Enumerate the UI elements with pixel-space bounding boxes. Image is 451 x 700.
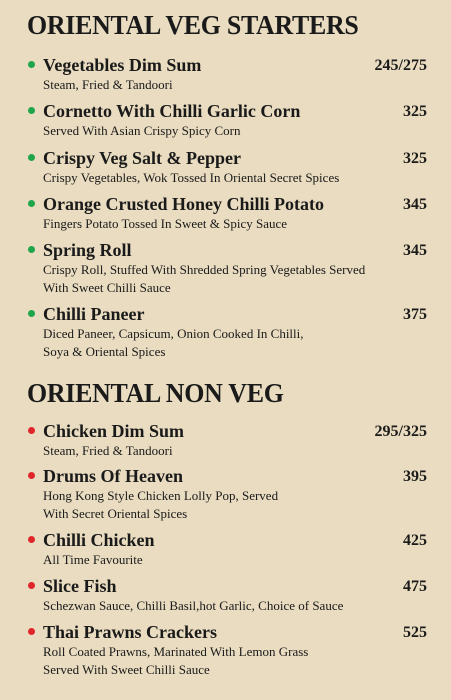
veg-item-vegetables-dim-sum (27, 54, 427, 94)
item-name: Slice Fish (43, 576, 117, 596)
item-price: 245/275 (374, 57, 427, 74)
item-description: Steam, Fried & Tandoori (43, 443, 173, 458)
item-price: 395 (403, 468, 427, 485)
veg-indicator-icon (28, 154, 35, 161)
item-price: 325 (403, 103, 427, 120)
veg-item-cornetto (27, 100, 427, 140)
item-name: Cornetto With Chilli Garlic Corn (43, 101, 301, 121)
item-description: Roll Coated Prawns, Marinated With Lemon Grass Served With Sweet Chilli Sauce (43, 644, 309, 677)
nonveg-item-thai-prawns-crackers (27, 621, 427, 679)
veg-item-spring-roll (27, 239, 427, 297)
item-name: Thai Prawns Crackers (43, 622, 217, 642)
item-name: Vegetables Dim Sum (43, 55, 202, 75)
nonveg-item-chilli-chicken (27, 529, 427, 569)
item-description: Served With Asian Crispy Spicy Corn (43, 123, 241, 138)
item-name: Chicken Dim Sum (43, 421, 185, 441)
item-name: Drums Of Heaven (43, 466, 183, 486)
item-price: 325 (403, 150, 427, 167)
veg-item-crispy-veg (27, 147, 427, 187)
item-description: Diced Paneer, Capsicum, Onion Cooked In Chilli, Soya & Oriental Spices (43, 326, 304, 359)
item-price: 345 (403, 196, 427, 213)
nonveg-item-drums-of-heaven (27, 465, 427, 523)
item-price: 475 (403, 578, 427, 595)
item-name: Chilli Paneer (43, 304, 145, 324)
nonveg-indicator-icon (28, 582, 35, 589)
item-price: 425 (403, 532, 427, 549)
item-description: Fingers Potato Tossed In Sweet & Spicy Sauce (43, 216, 288, 231)
item-name: Spring Roll (43, 240, 132, 260)
item-description: Crispy Vegetables, Wok Tossed In Oriental Secret Spices (43, 170, 340, 185)
nonveg-section-title: ORIENTAL NON VEG (27, 378, 284, 408)
nonveg-indicator-icon (28, 427, 35, 434)
item-price: 345 (403, 242, 427, 259)
veg-indicator-icon (28, 246, 35, 253)
nonveg-indicator-icon (28, 472, 35, 479)
item-price: 375 (403, 306, 427, 323)
item-name: Crispy Veg Salt & Pepper (43, 148, 241, 168)
nonveg-item-slice-fish (27, 575, 427, 615)
item-description: Hong Kong Style Chicken Lolly Pop, Served With Secret Oriental Spices (43, 488, 279, 521)
nonveg-item-chicken-dim-sum (27, 420, 427, 460)
item-name: Orange Crusted Honey Chilli Potato (43, 194, 324, 214)
veg-section-title: ORIENTAL VEG STARTERS (27, 10, 359, 40)
item-description: Steam, Fried & Tandoori (43, 77, 173, 92)
veg-indicator-icon (28, 200, 35, 207)
veg-indicator-icon (28, 107, 35, 114)
item-price: 295/325 (374, 423, 427, 440)
veg-indicator-icon (28, 61, 35, 68)
item-price: 525 (403, 624, 427, 641)
veg-item-chilli-paneer (27, 303, 427, 361)
item-description: Schezwan Sauce, Chilli Basil,hot Garlic, Choice of Sauce (43, 598, 344, 613)
nonveg-indicator-icon (28, 628, 35, 635)
item-name: Chilli Chicken (43, 530, 155, 550)
veg-indicator-icon (28, 310, 35, 317)
item-description: Crispy Roll, Stuffed With Shredded Spring Vegetables Served With Sweet Chilli Sauce (43, 262, 366, 295)
nonveg-indicator-icon (28, 536, 35, 543)
veg-item-honey-chilli-potato (27, 193, 427, 233)
item-description: All Time Favourite (43, 552, 143, 567)
